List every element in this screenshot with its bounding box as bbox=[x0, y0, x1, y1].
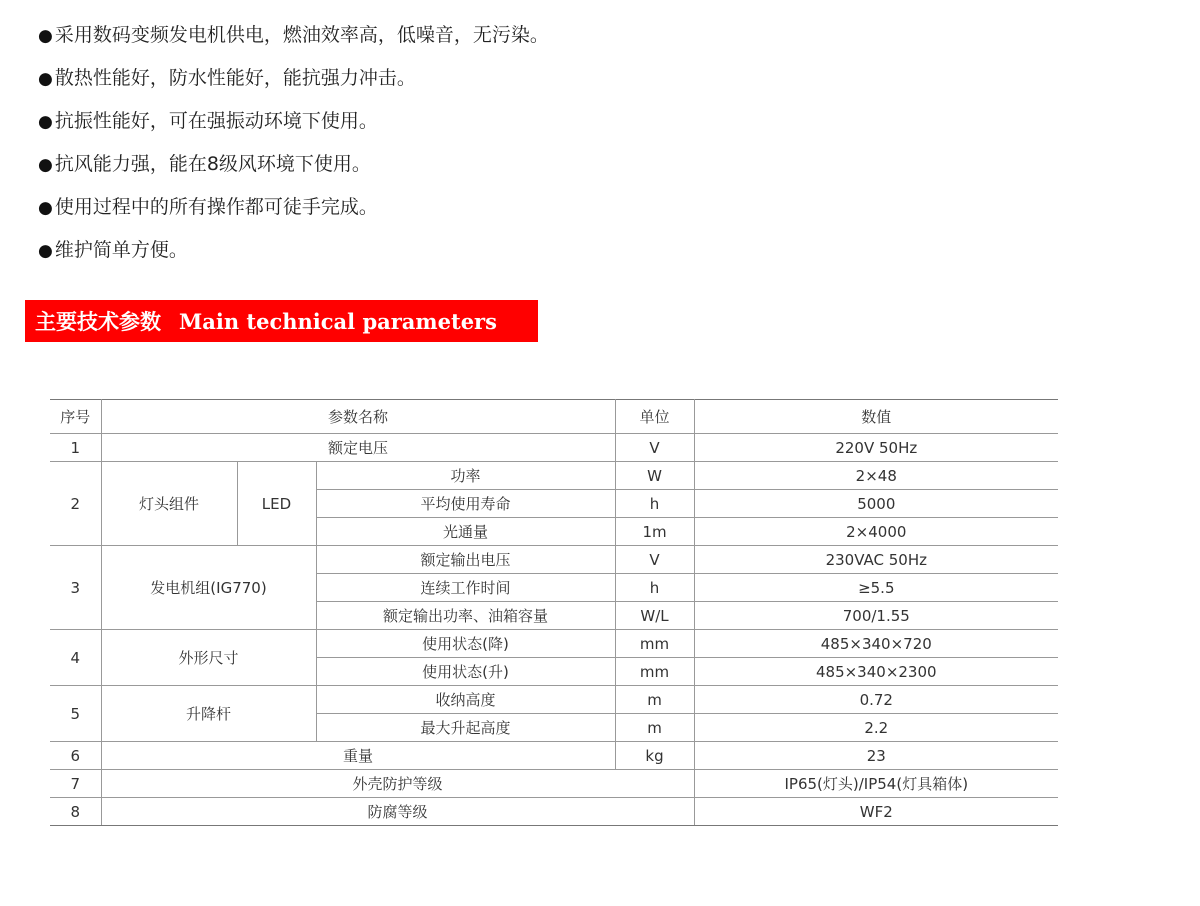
table-row bbox=[50, 770, 1058, 798]
table-row bbox=[50, 798, 1058, 826]
table-cell: 2.2 bbox=[694, 714, 1058, 742]
bullet-icon: ● bbox=[38, 241, 53, 261]
table-row bbox=[50, 462, 1058, 490]
table-cell: 升降杆 bbox=[101, 686, 316, 742]
table-cell: 485×340×720 bbox=[694, 630, 1058, 658]
feature-item bbox=[38, 65, 549, 108]
table-cell: 外形尺寸 bbox=[101, 630, 316, 686]
table-cell: V bbox=[615, 434, 694, 462]
table-cell: 收纳高度 bbox=[316, 686, 615, 714]
table-cell: W bbox=[615, 462, 694, 490]
table-cell: 功率 bbox=[316, 462, 615, 490]
table-cell: 额定输出功率、油箱容量 bbox=[316, 602, 615, 630]
feature-item bbox=[38, 194, 549, 237]
table-cell: 5000 bbox=[694, 490, 1058, 518]
table-cell: IP65(灯头)/IP54(灯具箱体) bbox=[694, 770, 1058, 798]
feature-list bbox=[38, 22, 549, 280]
table-cell: 5 bbox=[50, 686, 101, 742]
table-cell: LED bbox=[237, 462, 316, 546]
table-cell: 1m bbox=[615, 518, 694, 546]
bullet-icon: ● bbox=[38, 198, 53, 218]
table-cell: 平均使用寿命 bbox=[316, 490, 615, 518]
bullet-icon: ● bbox=[38, 112, 53, 132]
table-cell: m bbox=[615, 686, 694, 714]
table-cell: h bbox=[615, 490, 694, 518]
table-cell: 外壳防护等级 bbox=[101, 770, 694, 798]
table-cell: V bbox=[615, 546, 694, 574]
table-cell: 连续工作时间 bbox=[316, 574, 615, 602]
table-cell: 防腐等级 bbox=[101, 798, 694, 826]
table-cell: 重量 bbox=[101, 742, 615, 770]
table-cell: 额定电压 bbox=[101, 434, 615, 462]
feature-text: 抗振性能好，可在强振动环境下使用。 bbox=[54, 110, 378, 132]
table-cell: mm bbox=[615, 658, 694, 686]
table-cell: 额定输出电压 bbox=[316, 546, 615, 574]
table-cell: 700/1.55 bbox=[694, 602, 1058, 630]
table-cell: 8 bbox=[50, 798, 101, 826]
table-row bbox=[50, 434, 1058, 462]
table-cell: 3 bbox=[50, 546, 101, 630]
table-cell: 光通量 bbox=[316, 518, 615, 546]
table-cell: 230VAC 50Hz bbox=[694, 546, 1058, 574]
table-row bbox=[50, 546, 1058, 574]
table-cell: 2×4000 bbox=[694, 518, 1058, 546]
table-cell: 7 bbox=[50, 770, 101, 798]
feature-text: 使用过程中的所有操作都可徒手完成。 bbox=[54, 196, 378, 218]
table-row bbox=[50, 630, 1058, 658]
table-cell: 使用状态(降) bbox=[316, 630, 615, 658]
feature-item bbox=[38, 151, 549, 194]
section-title-en: Main technical parameters bbox=[179, 309, 497, 334]
table-cell: 1 bbox=[50, 434, 101, 462]
feature-text: 散热性能好，防水性能好，能抗强力冲击。 bbox=[54, 67, 416, 89]
feature-item bbox=[38, 237, 549, 280]
table-cell: ≥5.5 bbox=[694, 574, 1058, 602]
table-cell: W/L bbox=[615, 602, 694, 630]
feature-text: 抗风能力强，能在8级风环境下使用。 bbox=[54, 153, 371, 175]
feature-item bbox=[38, 22, 549, 65]
table-cell: 485×340×2300 bbox=[694, 658, 1058, 686]
parameters-table bbox=[50, 399, 1058, 826]
table-cell: mm bbox=[615, 630, 694, 658]
header-cell: 单位 bbox=[615, 400, 694, 434]
table-cell: WF2 bbox=[694, 798, 1058, 826]
table-cell: 6 bbox=[50, 742, 101, 770]
section-header bbox=[25, 300, 538, 342]
table-cell: 0.72 bbox=[694, 686, 1058, 714]
bullet-icon: ● bbox=[38, 155, 53, 175]
table-cell: 2×48 bbox=[694, 462, 1058, 490]
header-cell: 序号 bbox=[50, 400, 101, 434]
table-cell: 23 bbox=[694, 742, 1058, 770]
header-cell: 参数名称 bbox=[101, 400, 615, 434]
section-title-zh: 主要技术参数 bbox=[35, 309, 161, 334]
feature-text: 采用数码变频发电机供电，燃油效率高，低噪音，无污染。 bbox=[54, 24, 549, 46]
table-cell: m bbox=[615, 714, 694, 742]
feature-text: 维护简单方便。 bbox=[54, 239, 188, 261]
bullet-icon: ● bbox=[38, 69, 53, 89]
table-cell: kg bbox=[615, 742, 694, 770]
table-cell: 最大升起高度 bbox=[316, 714, 615, 742]
table-cell: h bbox=[615, 574, 694, 602]
table-cell: 发电机组(IG770) bbox=[101, 546, 316, 630]
table-cell: 灯头组件 bbox=[101, 462, 237, 546]
table-header-row bbox=[50, 400, 1058, 434]
table-cell: 220V 50Hz bbox=[694, 434, 1058, 462]
table-cell: 2 bbox=[50, 462, 101, 546]
table-row bbox=[50, 686, 1058, 714]
table-cell: 使用状态(升) bbox=[316, 658, 615, 686]
feature-item bbox=[38, 108, 549, 151]
header-cell: 数值 bbox=[694, 400, 1058, 434]
bullet-icon: ● bbox=[38, 26, 53, 46]
table-cell: 4 bbox=[50, 630, 101, 686]
table-row bbox=[50, 742, 1058, 770]
